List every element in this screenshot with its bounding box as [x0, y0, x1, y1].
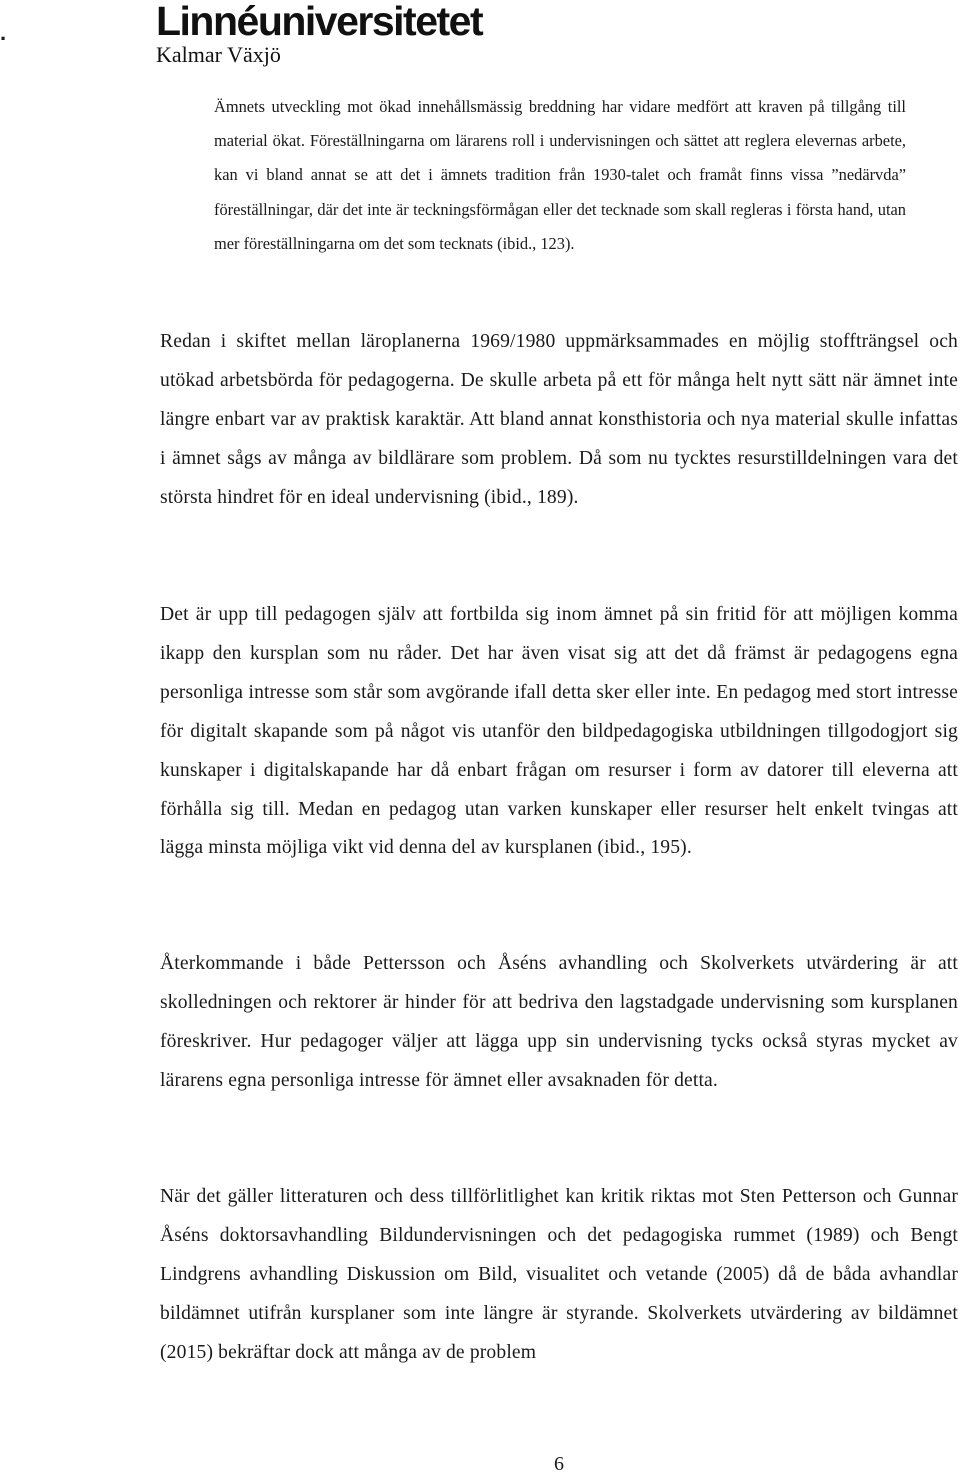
page-number: 6: [554, 1453, 564, 1475]
logo-subtitle: Kalmar Växjö: [156, 42, 281, 67]
block-quote: Ämnets utveckling mot ökad innehållsmässig breddning har vidare medfört att kraven på tillgång till material ökat. Föreställningarna om lärarens roll i undervisningen och sättet att reglera elevernas arbete, kan vi bland annat se att det i ämnets tradition från 1930-talet och framåt finns vissa ”nedärvda” föreställningar, där det inte är teckningsförmågan eller det tecknade som skall regleras i första hand, utan mer föreställningarna om det som tecknats (ibid., 123).: [214, 97, 906, 253]
corner-mark: .: [0, 20, 7, 45]
paragraph: Redan i skiftet mellan läroplanerna 1969/1980 uppmärksammades en möjlig stoffträngsel och utökad arbetsbörda för pedagogerna. De skulle arbeta på ett för många helt nytt sätt när ämnet inte längre enbart var av praktisk karaktär. Att bland annat konsthistoria och nya material skulle infattas i ämnet sågs av många av bildlärare som problem. Då som nu tycktes resurstilldelningen vara det största hindret för en ideal undervisning (ibid., 189).: [160, 331, 958, 508]
university-logo: [156, 0, 482, 68]
logo-name: Linnéuniversitetet: [156, 0, 483, 44]
paragraph: Återkommande i både Pettersson och Åséns avhandling och Skolverkets utvärdering är att skolledningen och rektorer är hinder för att bedriva den lagstadgade undervisning som kursplanen föreskriver. Hur pedagoger väljer att lägga upp sin undervisning tycks också styras mycket av lärarens egna personliga intresse för ämnet eller avsaknaden för detta.: [160, 953, 958, 1091]
paragraph: När det gäller litteraturen och dess tillförlitlighet kan kritik riktas mot Sten Petterson och Gunnar Åséns doktorsavhandling Bildundervisningen och det pedagogiska rummet (1989) och Bengt Lindgrens avhandling Diskussion om Bild, visualitet och vetande (2005) då de båda avhandlar bildämnet utifrån kursplaner som inte längre är styrande. Skolverkets utvärdering av bildämnet (2015) bekräftar dock att många av de problem: [160, 1186, 958, 1363]
paragraph: Det är upp till pedagogen själv att fortbilda sig inom ämnet på sin fritid för att möjligen komma ikapp den kursplan som nu råder. Det har även visat sig att det då främst är pedagogens egna personliga intresse som står som avgörande ifall detta sker eller inte. En pedagog med stort intresse för digitalt skapande som på något vis utanför den bildpedagogiska utbildningen tillgodogjort sig kunskaper i digitalskapande har då enbart frågan om resurser i form av datorer till eleverna att förhålla sig till. Medan en pedagog utan varken kunskaper eller resurser helt enkelt tvingas att lägga minsta möjliga vikt vid denna del av kursplanen (ibid., 195).: [160, 604, 958, 859]
